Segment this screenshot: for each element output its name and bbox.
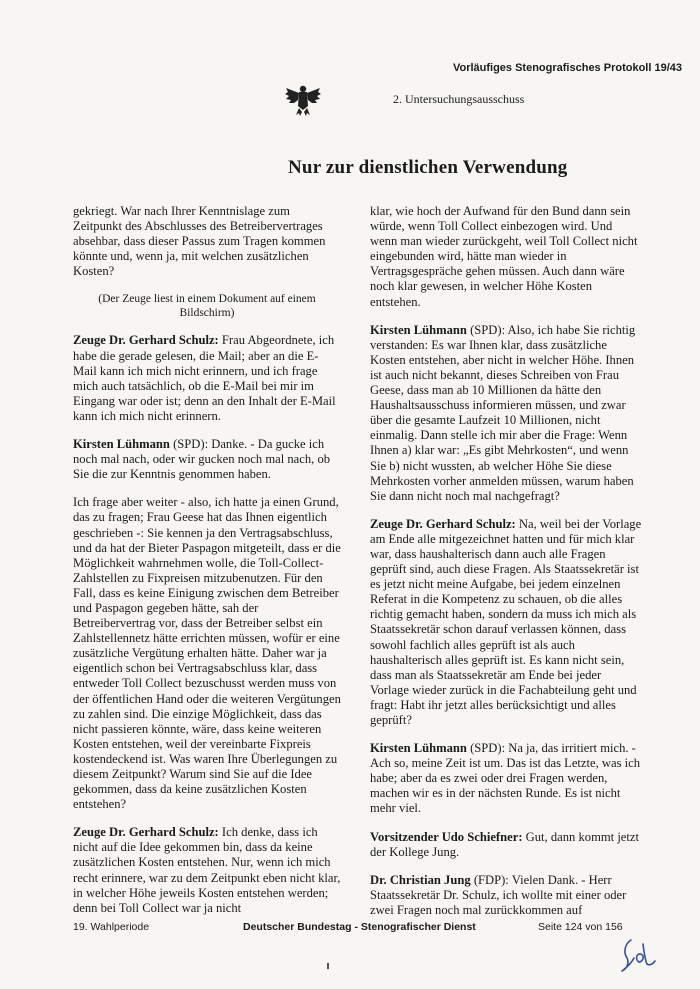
speaker-name: Zeuge Dr. Gerhard Schulz: bbox=[73, 825, 219, 840]
stray-mark bbox=[327, 963, 329, 969]
footer-page-number: Seite 124 von 156 bbox=[538, 921, 623, 933]
paragraph bbox=[370, 517, 642, 728]
speaker-name: Zeuge Dr. Gerhard Schulz: bbox=[73, 333, 219, 348]
paragraph: klar, wie hoch der Aufwand für den Bund dann sein würde, wenn Toll Collect einbezogen wird. Und wenn man wieder zurückgeht, weil Toll Collect nicht eingebunden wird, hätte man wieder in Vertragsgespräche gehen müssen. Auch dann wäre noch klar gewesen, in welcher Höhe Kosten entstehen. bbox=[370, 204, 638, 309]
speaker-name: Kirsten Lühmann bbox=[73, 437, 170, 452]
speech-text: (SPD): Also, ich habe Sie richtig verstanden: Es war Ihnen klar, dass zusätzliche Kosten entstehen, aber nicht in welcher Höhe. Ihnen ist auch nicht bekannt, dieses Schreiben von Frau Geese, dass man ab 10 Millionen da hätte den Haushaltsausschuss informieren müssen, und zwar über die gesamte Laufzeit 10 Millionen, nicht einmalig. Dann stelle ich mir aber die Frage: Wenn Ihnen a) klar war: „Es gibt Mehrkosten“, und wenn Sie b) nicht wussten, ab welcher Höhe Sie diese Mehrkosten vorher anmelden müssen, warum haben Sie dann nicht noch mal nachgefragt? bbox=[370, 322, 636, 503]
speech-text: (SPD): Danke. - Da gucke ich noch mal nach, oder wir gucken noch mal nach, ob Sie die zur Kenntnis genommen haben. bbox=[73, 437, 331, 482]
speech-text: Ich denke, dass ich nicht auf die Idee gekommen bin, dass da keine zusätzlichen Kosten entstehen. Nur, wenn ich mich recht erinnere, war zu dem Zeitpunkt eben nicht klar, in welcher Höhe jeweils Kosten entstehen werden; denn bei Toll Collect war ja nicht bbox=[73, 825, 341, 915]
paragraph: Ich frage aber weiter - also, ich hatte ja einen Grund, das zu fragen; Frau Geese hat das Ihnen eigentlich geschrieben -: Sie kennen ja den Vertragsabschluss, und da hat der Bieter Paspagon mitgeteilt, dass er die Möglichkeit wahrnehmen wolle, die Toll-Collect-Zahlstellen zu Fixpreisen mitzubenutzen. Für den Fall, dass es keine Einigung zwischen dem Betreiber und Paspagon gegeben hätte, sah der Betreibervertrag vor, dass der Betreiber selbst ein Zahlstellennetz hätte errichten müssen, wofür er eine zusätzliche Vergütung erhalten hätte. Daher war ja eigentlich schon bei Vertragsabschluss klar, dass entweder Toll Collect bezuschusst werden muss von der öffentlichen Hand oder die weiteren Vergütungen zu zahlen sind. Die einzige Möglichkeit, dass das nicht passieren könnte, wäre, dass keine weiteren Kosten entstehen, weil der vereinbarte Fixpreis kostendeckend ist. Was waren Ihre Überlegungen zu diesem Zeitpunkt? Warum sind Sie auf die Idee gekommen, dass da keine zusätzlichen Kosten entstehen? bbox=[73, 495, 341, 812]
speaker-name: Kirsten Lühmann bbox=[370, 741, 467, 756]
committee-name: 2. Untersuchungsausschuss bbox=[393, 92, 525, 106]
federal-eagle-icon bbox=[283, 80, 323, 120]
speaker-name: Dr. Christian Jung bbox=[370, 872, 471, 887]
paragraph: gekriegt. War nach Ihrer Kenntnislage zum Zeitpunkt des Abschlusses des Betreibervertrages absehbar, dass dieser Passus zum Tragen kommen könnte und, wenn ja, mit welchen zusätzlichen Kosten? bbox=[73, 204, 326, 279]
paragraph bbox=[73, 437, 341, 482]
speaker-name: Vorsitzender Udo Schiefner: bbox=[370, 829, 523, 844]
signature-initials bbox=[617, 934, 661, 974]
right-text-column bbox=[370, 204, 642, 931]
footer-period: 19. Wahlperiode bbox=[73, 921, 150, 933]
paragraph bbox=[370, 323, 642, 504]
paragraph bbox=[73, 333, 341, 424]
paragraph bbox=[370, 873, 642, 918]
speaker-name: Kirsten Lühmann bbox=[370, 322, 467, 337]
left-text-column bbox=[73, 204, 341, 929]
stage-direction: (Der Zeuge liest in einem Dokument auf einem Bildschirm) bbox=[98, 293, 316, 320]
speaker-name: Zeuge Dr. Gerhard Schulz: bbox=[370, 516, 516, 531]
speech-text: Gut, dann kommt jetzt der Kollege Jung. bbox=[370, 829, 639, 859]
paragraph bbox=[370, 741, 642, 816]
protocol-header: Vorläufiges Stenografisches Protokoll 19/43 bbox=[452, 62, 682, 74]
footer-service: Deutscher Bundestag - Stenografischer Dienst bbox=[243, 921, 476, 933]
speech-text: (SPD): Na ja, das irritiert mich. - Ach so, meine Zeit ist um. Das ist das Letzte, was ich habe; aber da es zwei oder drei Fragen werden, machen wir es in der nächsten Runde. Es ist nicht mehr viel. bbox=[370, 741, 641, 816]
page-title: Nur zur dienstlichen Verwendung bbox=[288, 157, 568, 178]
paragraph bbox=[73, 825, 341, 916]
paragraph bbox=[370, 830, 642, 860]
speech-text: Na, weil bei der Vorlage am Ende alle mitgezeichnet hatten und für mich klar war, dass haushalterisch dann auch alle Fragen geprüft sind, auch diese Fragen. Als Staatssekretär ist es jetzt nicht meine Aufgabe, bei jedem einzelnen Referat in die Kompetenz zu schauen, ob die alles richtig gemacht haben, sondern da muss ich mich als Staatssekretär schon darauf verlassen können, dass sowohl fachlich alles geprüft ist als auch haushalterisch alles geprüft ist. Es kann nicht sein, dass man als Staatssekretär am Ende bei jeder Vorlage wieder zurück in die Fachabteilung geht und fragt: Habt ihr jetzt alles berücksichtigt und alles geprüft? bbox=[370, 516, 642, 727]
speech-text: (FDP): Vielen Dank. - Herr Staatssekretär Dr. Schulz, ich wollte mit einer oder zwei Fragen noch mal zurückkommen auf bbox=[370, 872, 627, 917]
speech-text: Frau Abgeordnete, ich habe die gerade gelesen, die Mail; aber an die E-Mail kann ich mich nicht erinnern, und ich frage mich auch tatsächlich, ob die E-Mail bei mir im Eingang war oder ist; denn an den Inhalt der E-Mail kann ich mich nicht erinnern. bbox=[73, 333, 336, 423]
